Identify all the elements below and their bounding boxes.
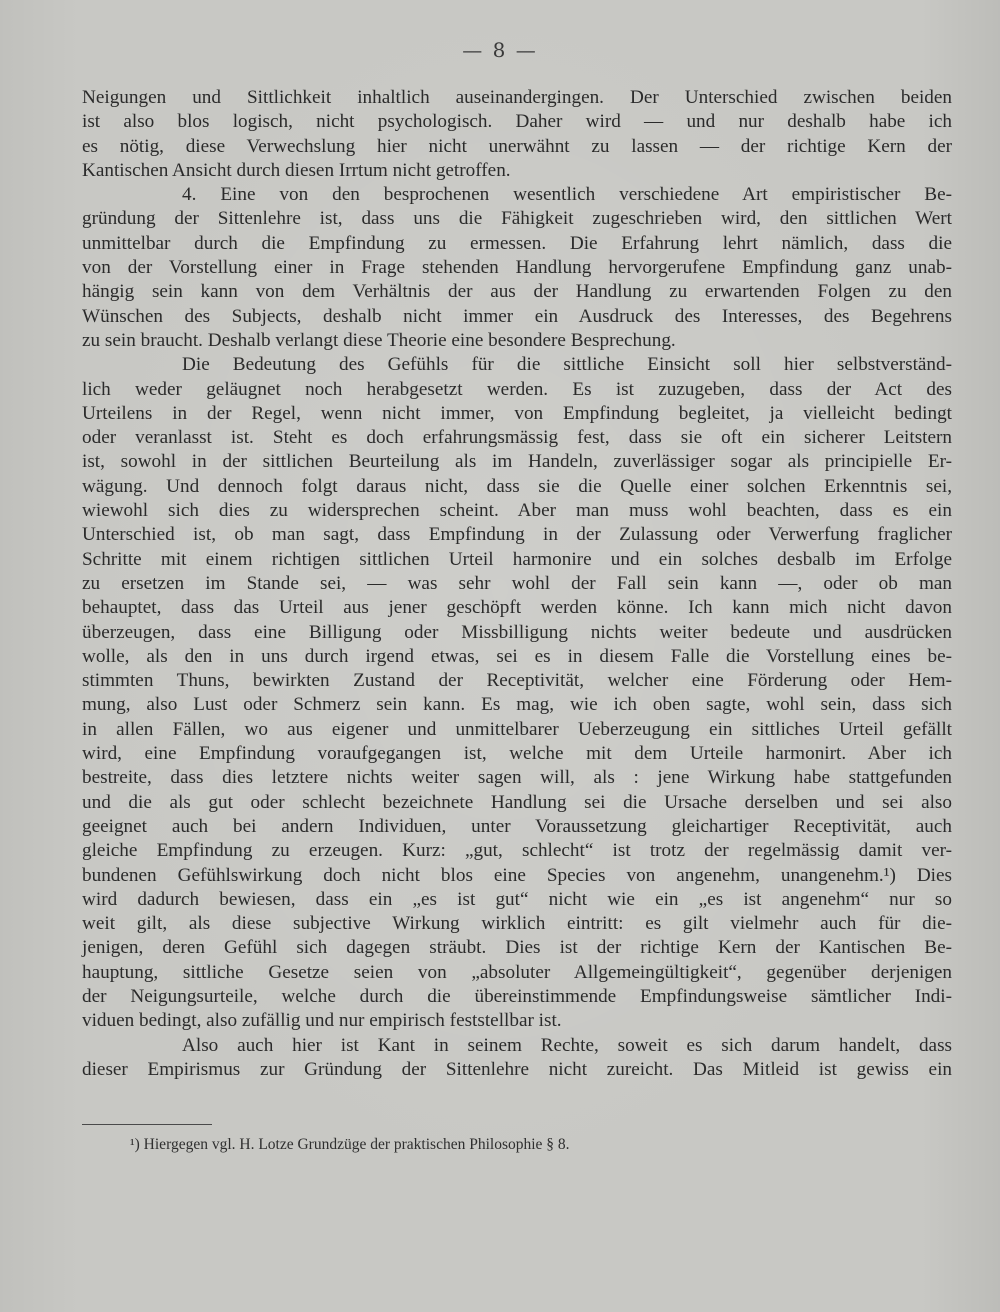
text-line: hauptung, sittliche Gesetze seien von „absoluter Allgemeingültigkeit“, gegenüber derjenigen [82, 961, 952, 983]
body-text [82, 86, 952, 1082]
text-line: stimmten Thuns, bewirkten Zustand der Receptivität, welcher eine Förderung oder Hem- [82, 670, 952, 692]
text-line: gründung der Sittenlehre ist, dass uns die Fähigkeit zugeschrieben wird, den sittlichen Wert [82, 208, 952, 230]
text-line: wolle, als den in uns durch irgend etwas, sei es in diesem Falle die Vorstellung eines be- [82, 645, 952, 667]
page-number: — 8 — [462, 38, 538, 62]
text-line: wiewohl sich dies zu widersprechen scheint. Aber man muss wohl beachten, dass es ein [82, 500, 952, 522]
text-line: weit gilt, als diese subjective Wirkung wirklich eintritt: es gilt vielmehr auch für die- [82, 913, 952, 935]
text-line: überzeugen, dass eine Billigung oder Missbilligung nichts weiter bedeute und ausdrücken [82, 621, 952, 643]
text-line: Unterschied ist, ob man sagt, dass Empfindung in der Zulassung oder Verwerfung fraglicher [82, 524, 952, 546]
text-line: es nötig, diese Verwechslung hier nicht unerwähnt zu lassen — der richtige Kern der [82, 135, 952, 157]
text-line: oder veranlasst ist. Steht es doch erfahrungsmässig fest, dass sie oft ein sicherer Leitstern [82, 427, 952, 449]
text-line: Wünschen des Subjects, deshalb nicht immer ein Ausdruck des Interesses, des Begehrens [82, 305, 952, 327]
text-line: wägung. Und dennoch folgt daraus nicht, dass sie die Quelle einer solchen Erkenntnis sei, [82, 475, 952, 497]
text-line: lich weder geläugnet noch herabgesetzt werden. Es ist zuzugeben, dass der Act des [82, 378, 952, 400]
text-line: viduen bedingt, also zufällig und nur empirisch feststellbar ist. [82, 1010, 562, 1032]
text-line: mung, also Lust oder Schmerz sein kann. Es mag, wie ich oben sagte, wohl sein, dass sich [82, 694, 952, 716]
text-line: Kantischen Ansicht durch diesen Irrtum nicht getroffen. [82, 159, 511, 181]
text-line: Die Bedeutung des Gefühls für die sittliche Einsicht soll hier selbstverständ- [182, 354, 952, 376]
text-line: dieser Empirismus zur Gründung der Sittenlehre nicht zureicht. Das Mitleid ist gewiss ein [82, 1058, 952, 1080]
text-line: jenigen, deren Gefühl sich dagegen sträubt. Dies ist der richtige Kern der Kantischen Be- [82, 937, 952, 959]
text-line: und die als gut oder schlecht bezeichnete Handlung sei die Ursache derselben und sei also [82, 791, 952, 813]
text-line: Neigungen und Sittlichkeit inhaltlich auseinandergingen. Der Unterschied zwischen beiden [82, 87, 952, 108]
footnote-divider [82, 1124, 212, 1125]
text-line: zu ersetzen im Stande sei, — was sehr wohl der Fall sein kann —, oder ob man [82, 572, 952, 594]
text-line: wird dadurch bewiesen, dass ein „es ist gut“ nicht wie ein „es ist angenehm“ nur so [82, 888, 952, 910]
text-line: in allen Fällen, wo aus eigener und unmittelbarer Ueberzeugung ein sittliches Urteil gefällt [82, 718, 952, 740]
text-line: bundenen Gefühlswirkung doch nicht blos eine Species von angenehm, unangenehm.¹) Dies [82, 864, 952, 886]
text-line: Schritte mit einem richtigen sittlichen Urteil harmonire und ein solches desbalb im Erfolge [82, 548, 952, 570]
text-line: hängig sein kann von dem Verhältnis der aus der Handlung zu erwartenden Folgen zu den [82, 281, 952, 303]
text-line: geeignet auch bei andern Individuen, unter Voraussetzung gleichartiger Receptivität, auch [82, 815, 952, 837]
text-line: 4. Eine von den besprochenen wesentlich verschiedene Art empiristischer Be- [182, 184, 952, 206]
text-line: der Neigungsurteile, welche durch die übereinstimmende Empfindungsweise sämtlicher Indi- [82, 985, 952, 1007]
text-line: unmittelbar durch die Empfindung zu ermessen. Die Erfahrung lehrt nämlich, dass die [82, 232, 952, 254]
footnote: ¹) Hiergegen vgl. H. Lotze Grundzüge der praktischen Philosophie § 8. [130, 1136, 570, 1153]
text-line: bestreite, dass dies letztere nichts weiter sagen will, als : jene Wirkung habe stattgefunden [82, 767, 952, 789]
text-line: wird, eine Empfindung voraufgegangen ist, welche mit dem Urteile harmonirt. Aber ich [82, 743, 952, 765]
text-line: Also auch hier ist Kant in seinem Rechte, soweit es sich darum handelt, dass [182, 1034, 952, 1056]
text-line: ist, sowohl in der sittlichen Beurteilung als im Handeln, zuverlässiger sogar als principielle Er- [82, 451, 952, 473]
text-line: zu sein braucht. Deshalb verlangt diese Theorie eine besondere Besprechung. [82, 329, 676, 351]
text-line: Urteilens in der Regel, wenn nicht immer, von Empfindung begleitet, ja vielleicht bedingt [82, 402, 952, 424]
text-line: gleiche Empfindung zu erzeugen. Kurz: „gut, schlecht“ ist trotz der regelmässig damit ver- [82, 840, 952, 862]
text-line: behauptet, dass das Urteil aus jener geschöpft werden könne. Ich kann mich nicht davon [82, 597, 952, 619]
text-line: von der Vorstellung einer in Frage stehenden Handlung hervorgerufene Empfindung ganz unab- [82, 257, 952, 279]
text-line: ist also blos logisch, nicht psychologisch. Daher wird — und nur deshalb habe ich [82, 111, 952, 133]
